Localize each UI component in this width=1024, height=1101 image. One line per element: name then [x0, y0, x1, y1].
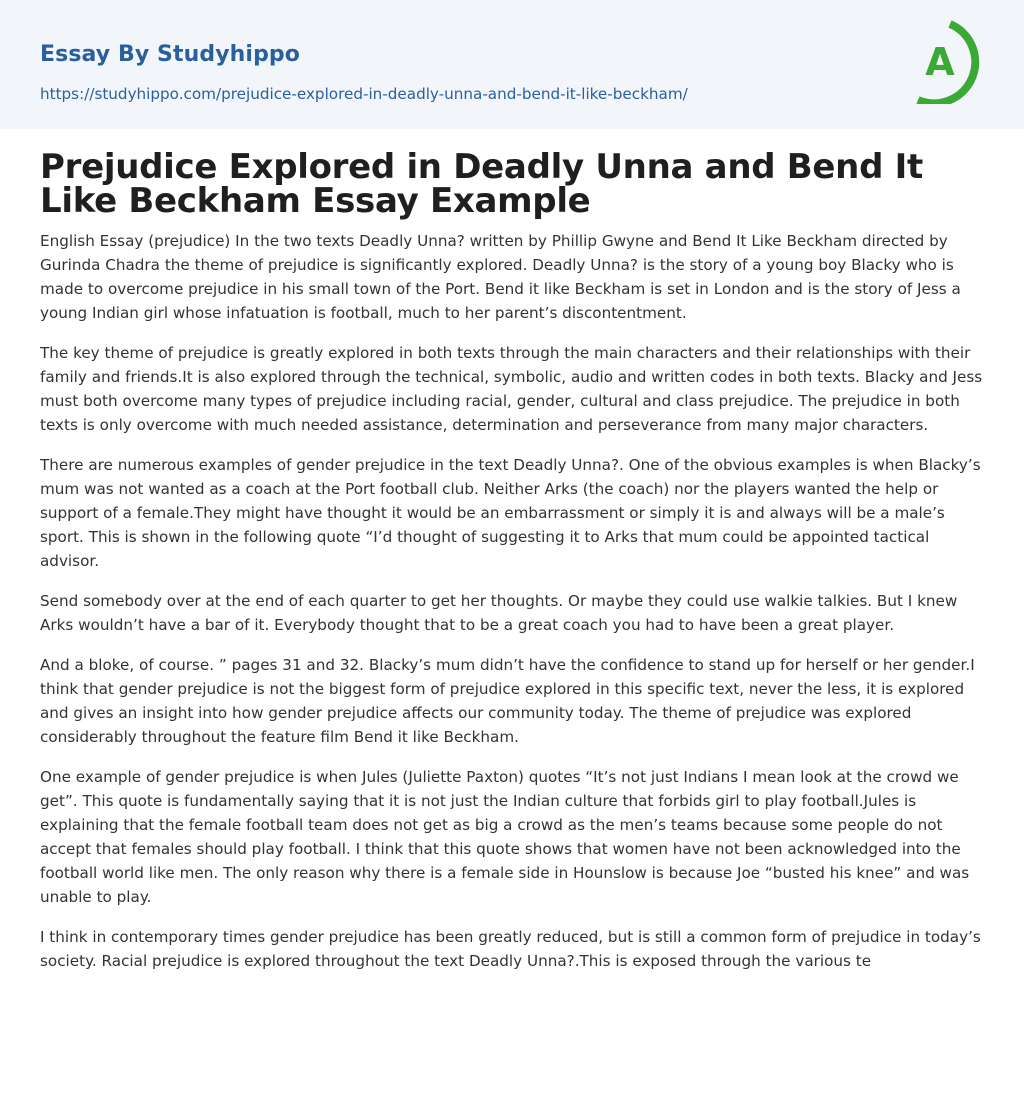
logo-letter: A: [925, 40, 955, 84]
article-title: Prejudice Explored in Deadly Unna and Bend It Like Beckham Essay Example: [40, 147, 923, 221]
article-paragraph: The key theme of prejudice is greatly explored in both texts through the main characters and their relationships with their family and friends.It is also explored through the technical, symbolic, audio and written codes in both texts. Blacky and Jess must both overcome many types of prejudice including racial, gender, cultural and class prejudice. The prejudice in both texts is only overcome with much needed assistance, determination and perseverance from many major characters.: [40, 344, 983, 434]
article-paragraph: Send somebody over at the end of each quarter to get her thoughts. Or maybe they could use walkie talkies. But I knew Arks wouldn’t have a bar of it. Everybody thought that to be a great coach you had to have been a great player.: [40, 592, 958, 634]
article-paragraph: I think in contemporary times gender prejudice has been greatly reduced, but is still a common form of prejudice in today’s society. Racial prejudice is explored throughout the text Deadly Unna?.This is exposed through the various te: [40, 928, 981, 970]
site-brand[interactable]: Essay By Studyhippo: [40, 42, 300, 67]
studyhippo-logo-icon[interactable]: [913, 20, 987, 104]
article-paragraph: English Essay (prejudice) In the two texts Deadly Unna? written by Phillip Gwyne and Bend It Like Beckham directed by Gurinda Chadra the theme of prejudice is significantly explored. Deadly Unna? is the story of a young boy Blacky who is made to overcome prejudice in his small town of the Port. Bend it like Beckham is set in London and is the story of Jess a young Indian girl whose infatuation is football, much to her parent’s discontentment.: [40, 232, 961, 322]
article-url-link[interactable]: https://studyhippo.com/prejudice-explored-in-deadly-unna-and-bend-it-like-beckham/: [40, 85, 688, 103]
article-paragraph: One example of gender prejudice is when Jules (Juliette Paxton) quotes “It’s not just Indians I mean look at the crowd we get”. This quote is fundamentally saying that it is not just the Indian culture that forbids girl to play football.Jules is explaining that the female football team does not get as big a crowd as the men’s teams because some people do not accept that females should play football. I think that this quote shows that women have not been acknowledged into the football world like men. The only reason why there is a female side in Hounslow is because Joe “busted his knee” and was unable to play.: [40, 768, 970, 906]
article-body: [40, 229, 984, 989]
site-header: [0, 0, 1024, 129]
article-paragraph: There are numerous examples of gender prejudice in the text Deadly Unna?. One of the obvious examples is when Blacky’s mum was not wanted as a coach at the Port football club. Neither Arks (the coach) nor the players wanted the help or support of a female.They might have thought it would be an embarrassment or simply it is and always will be a male’s sport. This is shown in the following quote “I’d thought of suggesting it to Arks that mum could be appointed tactical advisor.: [40, 456, 981, 570]
article-paragraph: And a bloke, of course. ” pages 31 and 32. Blacky’s mum didn’t have the confidence to stand up for herself or her gender.I think that gender prejudice is not the biggest form of prejudice explored in this specific text, never the less, it is explored and gives an insight into how gender prejudice affects our community today. The theme of prejudice was explored considerably throughout the feature film Bend it like Beckham.: [40, 656, 975, 746]
